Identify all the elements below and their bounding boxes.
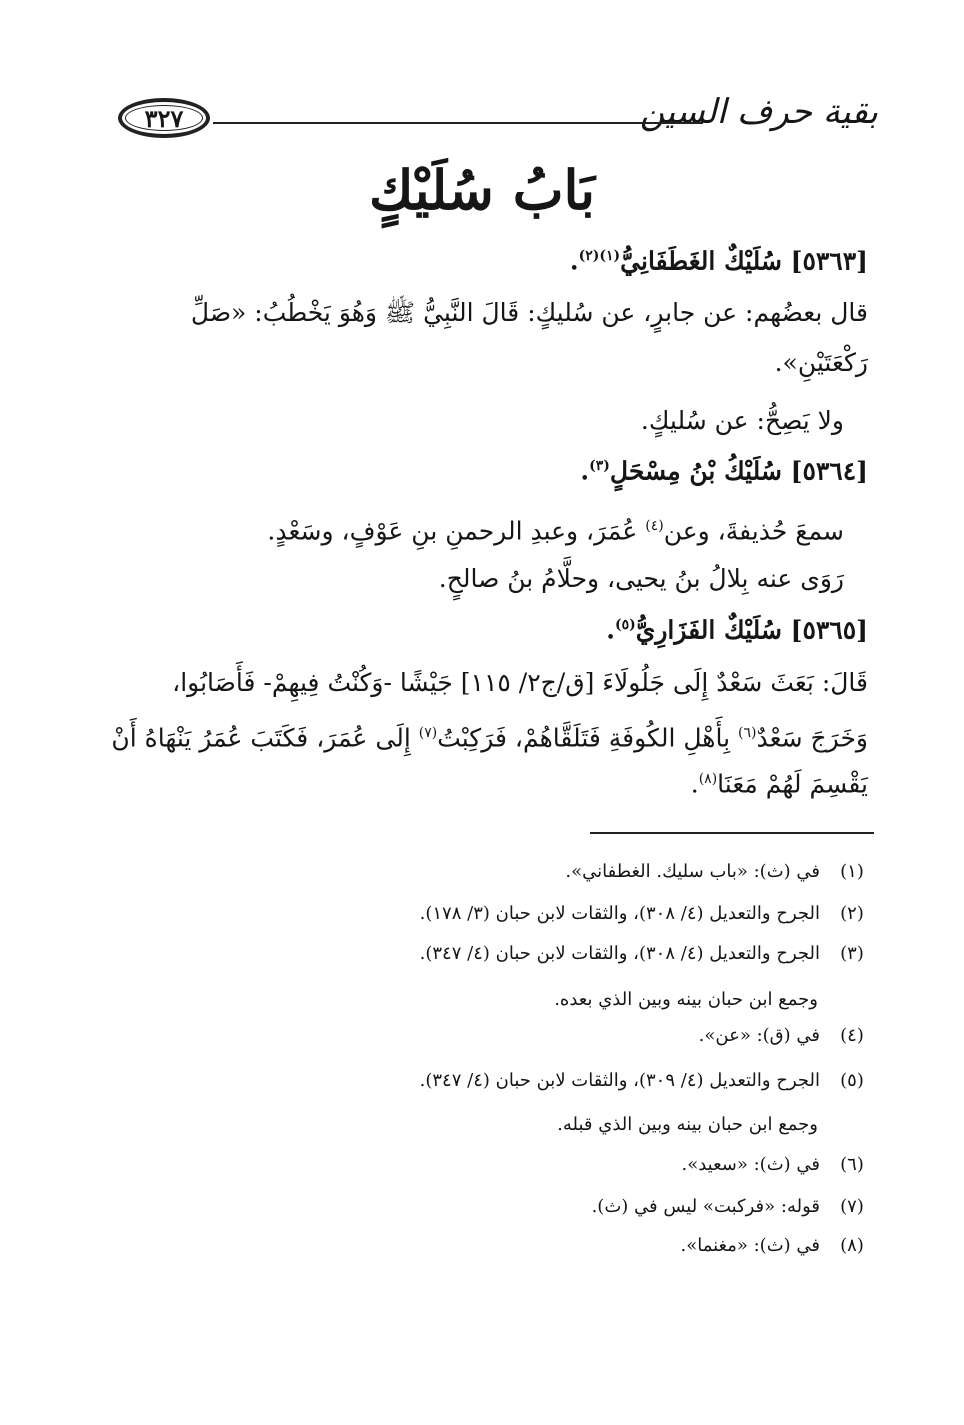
entry-heading-tail: .	[606, 615, 615, 645]
footnote-item	[116, 1019, 876, 1053]
footnote-ref[interactable]: (٤)	[645, 518, 664, 534]
body-line-tail: إِلَى عُمَرَ، فَكَتَبَ عُمَرُ يَنْهَاهُ أَنْ	[111, 723, 419, 753]
footnote-number: (٣)	[840, 943, 864, 964]
footnote-number: (٧)	[840, 1196, 864, 1217]
running-header-title: بقية حرف السين	[639, 92, 878, 132]
body-line	[68, 400, 844, 442]
footnote-ref[interactable]: (٣)	[589, 458, 610, 474]
footnote-item	[116, 897, 876, 931]
body-line	[92, 292, 868, 334]
footnote-number: (٢)	[840, 903, 864, 924]
page-number-badge	[118, 98, 210, 138]
footnote-number: (١)	[840, 861, 864, 882]
footnote-number: (٥)	[840, 1070, 864, 1091]
body-line-tail: عُمَرَ، وعبدِ الرحمنِ بنِ عَوْفٍ، وسَعْدٍ.	[267, 516, 646, 546]
footnote-text: الجرح والتعديل (٤/ ٣٠٨)، والثقات لابن حبان (٤/ ٣٤٧).	[419, 943, 820, 964]
footnote-continuation: وجمع ابن حبان بينه وبين الذي قبله.	[557, 1114, 818, 1135]
running-header	[118, 90, 878, 146]
footnote-item	[116, 1064, 876, 1098]
entry-heading-text: [٥٣٦٥] سُلَيْكٌ الفَزَارِيُّ	[635, 615, 868, 645]
footnote-item	[116, 855, 876, 889]
body-line-tail: .	[690, 769, 699, 799]
body-line-text: قال بعضُهم: عن جابرٍ، عن سُليكٍ: قَالَ النَّبِيُّ ﷺ وَهُوَ يَخْطُبُ: «صَلِّ	[190, 298, 868, 327]
footnote-separator	[590, 832, 874, 834]
body-line	[92, 342, 868, 384]
body-line	[92, 662, 868, 704]
entry-heading-5363	[92, 235, 868, 282]
footnote-item	[116, 1190, 876, 1224]
footnote-text: في (ق): «عن».	[698, 1025, 820, 1046]
body-line-text: وَخَرَجَ سَعْدٌ	[756, 723, 868, 753]
entry-heading-text: [٥٣٦٣] سُلَيْكٌ الغَطَفَانِيُّ	[620, 246, 868, 276]
entry-heading-text: [٥٣٦٤] سُلَيْكُ بْنُ مِسْحَلٍ	[609, 456, 868, 486]
body-line	[68, 558, 844, 600]
body-line	[92, 712, 868, 759]
footnote-continuation: وجمع ابن حبان بينه وبين الذي بعده.	[554, 989, 818, 1010]
entry-heading-5365	[92, 604, 868, 651]
chapter-title: بَابُ سُلَيْكٍ	[368, 158, 596, 222]
footnote-ref[interactable]: (٨)	[698, 771, 718, 787]
body-line-text: سمعَ حُذيفةَ، وعن	[663, 516, 844, 546]
entry-heading-tail: .	[580, 456, 590, 486]
body-line-text: يَقْسِمَ لَهُمْ مَعَنَا	[717, 769, 868, 799]
footnote-number: (٦)	[840, 1154, 864, 1175]
footnote-item	[116, 1148, 876, 1182]
footnote-text: في (ث): «سعيد».	[681, 1154, 820, 1175]
footnote-number: (٤)	[840, 1025, 864, 1046]
footnote-ref[interactable]: (٦)	[737, 725, 757, 741]
footnote-text: الجرح والتعديل (٤/ ٣٠٨)، والثقات لابن حبان (٣/ ١٧٨).	[419, 903, 820, 924]
body-line	[92, 758, 868, 805]
footnote-item	[116, 1229, 876, 1263]
footnote-ref[interactable]: (٧)	[418, 725, 438, 741]
footnote-ref[interactable]: (٥)	[614, 617, 636, 633]
body-line	[68, 505, 844, 552]
body-line-text: رَكْعَتَيْنِ».	[774, 348, 868, 377]
footnote-number: (٨)	[840, 1235, 864, 1256]
body-line-tail: بِأَهْلِ الكُوفَةِ فَتَلَقَّاهُمْ، فَرَكِبْتُ	[437, 723, 738, 753]
header-rule	[213, 122, 703, 124]
body-line-text: رَوَى عنه بِلالُ بنُ يحيى، وحلَّامُ بنُ صالحٍ.	[438, 564, 844, 593]
entry-heading-tail: .	[569, 246, 579, 276]
body-line-text: ولا يَصِحُّ: عن سُليكٍ.	[640, 406, 844, 435]
footnote-ref[interactable]: (١)(٢)	[578, 248, 621, 264]
entry-heading-5364	[92, 445, 868, 492]
footnote-text: الجرح والتعديل (٤/ ٣٠٩)، والثقات لابن حبان (٤/ ٣٤٧).	[419, 1070, 820, 1091]
footnote-text: في (ث): «باب سليك. الغطفاني».	[565, 861, 820, 882]
footnote-text: في (ث): «مغنما».	[680, 1235, 820, 1256]
body-line-text: قَالَ: بَعَثَ سَعْدٌ إِلَى جَلُولَاءَ [ق/ج٢/ ١١٥] جَيْشًا -وَكُنْتُ فِيهِمْ- فَأَصَابُوا،	[172, 668, 868, 697]
page-number: ٣٢٧	[144, 103, 184, 133]
footnote-item	[116, 937, 876, 971]
footnote-text: قوله: «فركبت» ليس في (ث).	[591, 1196, 820, 1217]
